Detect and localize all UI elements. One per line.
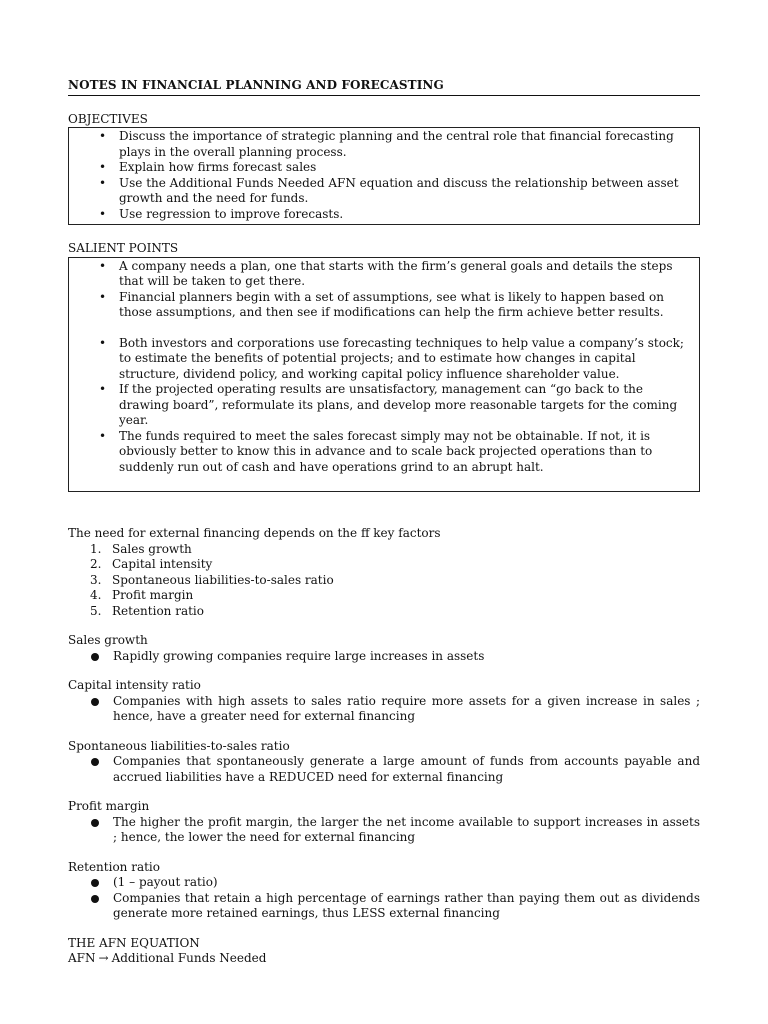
objective-item: • Explain how firms forecast sales xyxy=(119,160,693,176)
salient-points-list xyxy=(75,259,693,476)
spontaneous-liabilities-heading: Spontaneous liabilities-to-sales ratio xyxy=(68,738,290,753)
objective-item: • Discuss the importance of strategic planning and the central role that financial forecasting plays in the overall planning process. xyxy=(119,129,693,160)
afn-abbreviation: AFN xyxy=(68,951,96,965)
salient-point-item: • Financial planners begin with a set of assumptions, see what is likely to happen based on those assumptions, and then see if modifications can help the firm achieve better results. xyxy=(119,290,693,321)
salient-point-item: • A company needs a plan, one that starts with the firm’s general goals and details the steps that will be taken to get there. xyxy=(119,259,693,290)
box-spacer xyxy=(75,475,693,489)
afn-definition xyxy=(68,951,700,967)
salient-points-box xyxy=(68,257,700,493)
objectives-list xyxy=(75,129,693,222)
spontaneous-liabilities-list xyxy=(68,754,700,785)
document-title: NOTES IN FINANCIAL PLANNING AND FORECASTING xyxy=(68,78,700,96)
profit-margin-list xyxy=(68,815,700,846)
salient-point-item: • If the projected operating results are unsatisfactory, management can “go back to the drawing board”, reformulate its plans, and develop more reasonable targets for the coming year. xyxy=(119,382,693,429)
capital-intensity-heading: Capital intensity ratio xyxy=(68,678,201,692)
retention-ratio-list xyxy=(68,875,700,922)
objectives-heading: OBJECTIVES xyxy=(68,111,148,126)
afn-meaning: Additional Funds Needed xyxy=(111,951,267,965)
objectives-box xyxy=(68,127,700,225)
document-page xyxy=(68,78,700,967)
objective-item: • Use the Additional Funds Needed AFN equation and discuss the relationship between asset growth and the need for funds. xyxy=(119,176,693,207)
factor-item: Sales growth xyxy=(112,541,192,556)
detail-bullet: Companies with high assets to sales ratio require more assets for a given increase in sales ; hence, have a greater need for external financing xyxy=(113,693,700,723)
sales-growth-heading: Sales growth xyxy=(68,633,148,647)
factor-item: Retention ratio xyxy=(112,603,204,618)
detail-bullet: Companies that retain a high percentage of earnings rather than paying them out as dividends generate more retained earnings, thus LESS external financing xyxy=(113,890,700,920)
detail-bullet: Rapidly growing companies require large increases in assets xyxy=(113,649,700,665)
factor-item: Spontaneous liabilities-to-sales ratio xyxy=(112,572,334,587)
arrow-right-icon: → xyxy=(98,951,109,965)
capital-intensity-list xyxy=(68,694,700,725)
factors-intro: The need for external financing depends on the ff key factors xyxy=(68,526,441,540)
salient-point-item: • Both investors and corporations use forecasting techniques to help value a company’s stock; to estimate the benefits of potential projects; and to estimate how changes in capital structure, dividend policy, and working capital policy influence shareholder value. xyxy=(119,336,693,383)
profit-margin-heading: Profit margin xyxy=(68,799,150,813)
salient-point-item: • The funds required to meet the sales forecast simply may not be obtainable. If not, it is obviously better to know this in advance and to scale back projected operations than to suddenly run out of cash and have operations grind to an abrupt halt. xyxy=(119,429,693,476)
retention-ratio-heading: Retention ratio xyxy=(68,859,160,874)
factor-item: Profit margin xyxy=(112,588,194,602)
factors-list xyxy=(68,542,700,620)
salient-points-heading: SALIENT POINTS xyxy=(68,241,179,255)
detail-bullet: The higher the profit margin, the larger the net income available to support increases in assets ; hence, the lower the need for external financing xyxy=(113,814,700,844)
factor-item: Capital intensity xyxy=(112,557,213,571)
afn-equation-heading: THE AFN EQUATION xyxy=(68,935,200,950)
detail-bullet: (1 – payout ratio) xyxy=(113,875,700,891)
detail-bullet: Companies that spontaneously generate a large amount of funds from accounts payable and accrued liabilities have a REDUCED need for external financing xyxy=(113,754,700,784)
sales-growth-list xyxy=(68,649,700,665)
objective-item: • Use regression to improve forecasts. xyxy=(119,207,693,223)
